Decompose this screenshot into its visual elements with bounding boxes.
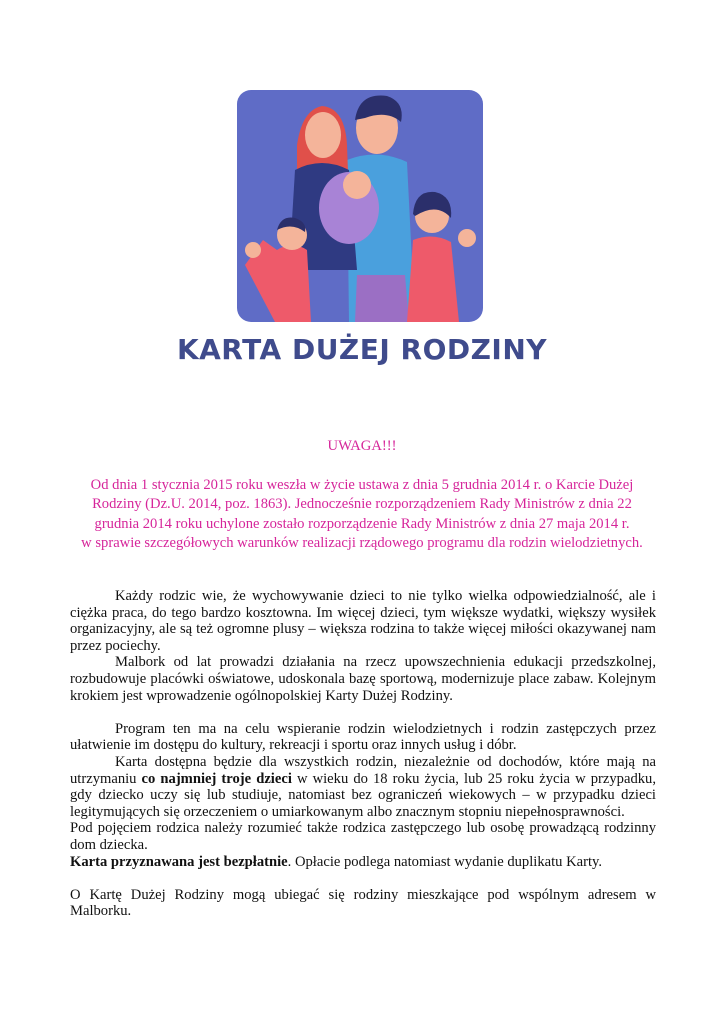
paragraph-2: Malbork od lat prowadzi działania na rzecz upowszechnienia edukacji przedszkolnej, rozbudowuje placówki oświatowe, udoskonala bazę sportową, modernizuje place zabaw. Kolejnym krokiem jest wprowadzenie ogólnopolskiej Karty Dużej Rodziny. — [70, 654, 656, 704]
paragraph-6-emphasis: Karta przyznawana jest bezpłatnie — [70, 853, 288, 870]
paragraph-1: Każdy rodzic wie, że wychowywanie dzieci to nie tylko wielka odpowiedzialność, ale i ciężka praca, do tego bardzo kosztowna. Im więcej dzieci, tym większe wydatki, większy wysiłek organizacyjny, ale są też ogromne plusy – większa rodzina to także więcej miłości okazywanej nam przez pociechy. — [70, 588, 656, 654]
paragraph-6 — [70, 854, 656, 871]
paragraph-4-emphasis: co najmniej troje dzieci — [141, 770, 292, 787]
logo-title: KARTA DUŻEJ RODZINY — [176, 333, 548, 366]
notice-section — [60, 437, 664, 554]
paragraph-6-rest: . Opłacie podlega natomiast wydanie duplikatu Karty. — [287, 853, 603, 870]
family-illustration-icon — [237, 90, 483, 322]
notice-heading: UWAGA!!! — [327, 438, 397, 454]
paragraph-7: O Kartę Dużej Rodziny mogą ubiegać się rodziny mieszkające pod wspólnym adresem w Malborku. — [70, 886, 656, 920]
article-body — [70, 588, 656, 920]
paragraph-4-start: Karta dostępna będzie dla wszystkich rodzin, niezależnie od dochodów, które mają na utrzymaniu — [70, 753, 656, 787]
paragraph-4 — [70, 754, 656, 820]
notice-line: w sprawie szczegółowych warunków realizacji rządowego programu dla rodzin wielodzietnych. — [81, 535, 643, 551]
paragraph-3: Program ten ma na celu wspieranie rodzin wielodzietnych i rodzin zastępczych przez ułatwienie im dostępu do kultury, rekreacji i sportu oraz innych usług i dóbr. — [70, 720, 656, 754]
family-card-logo — [237, 90, 483, 322]
notice-line: Od dnia 1 stycznia 2015 roku weszła w życie ustawa z dnia 5 grudnia 2014 r. o Karcie Dużej — [90, 476, 634, 493]
notice-line: grudnia 2014 roku uchylone zostało rozporządzenie Rady Ministrów z dnia 27 maja 2014 r. — [94, 515, 630, 532]
paragraph-4-end: w wieku do 18 roku życia, lub 25 roku życia w przypadku, gdy dziecko uczy się lub studiuje, natomiast bez ograniczeń wiekowych – w przypadku dzieci legitymujących się orzeczeniem o umiarkowanym albo znacznym stopniu niepełnosprawności. — [70, 770, 656, 820]
notice-line: Rodziny (Dz.U. 2014, poz. 1863). Jednocześnie rozporządzeniem Rady Ministrów z dnia 22 — [92, 496, 632, 512]
paragraph-5: Pod pojęciem rodzica należy rozumieć także rodzica zastępczego lub osobę prowadzącą rodzinny dom dziecka. — [70, 820, 656, 853]
